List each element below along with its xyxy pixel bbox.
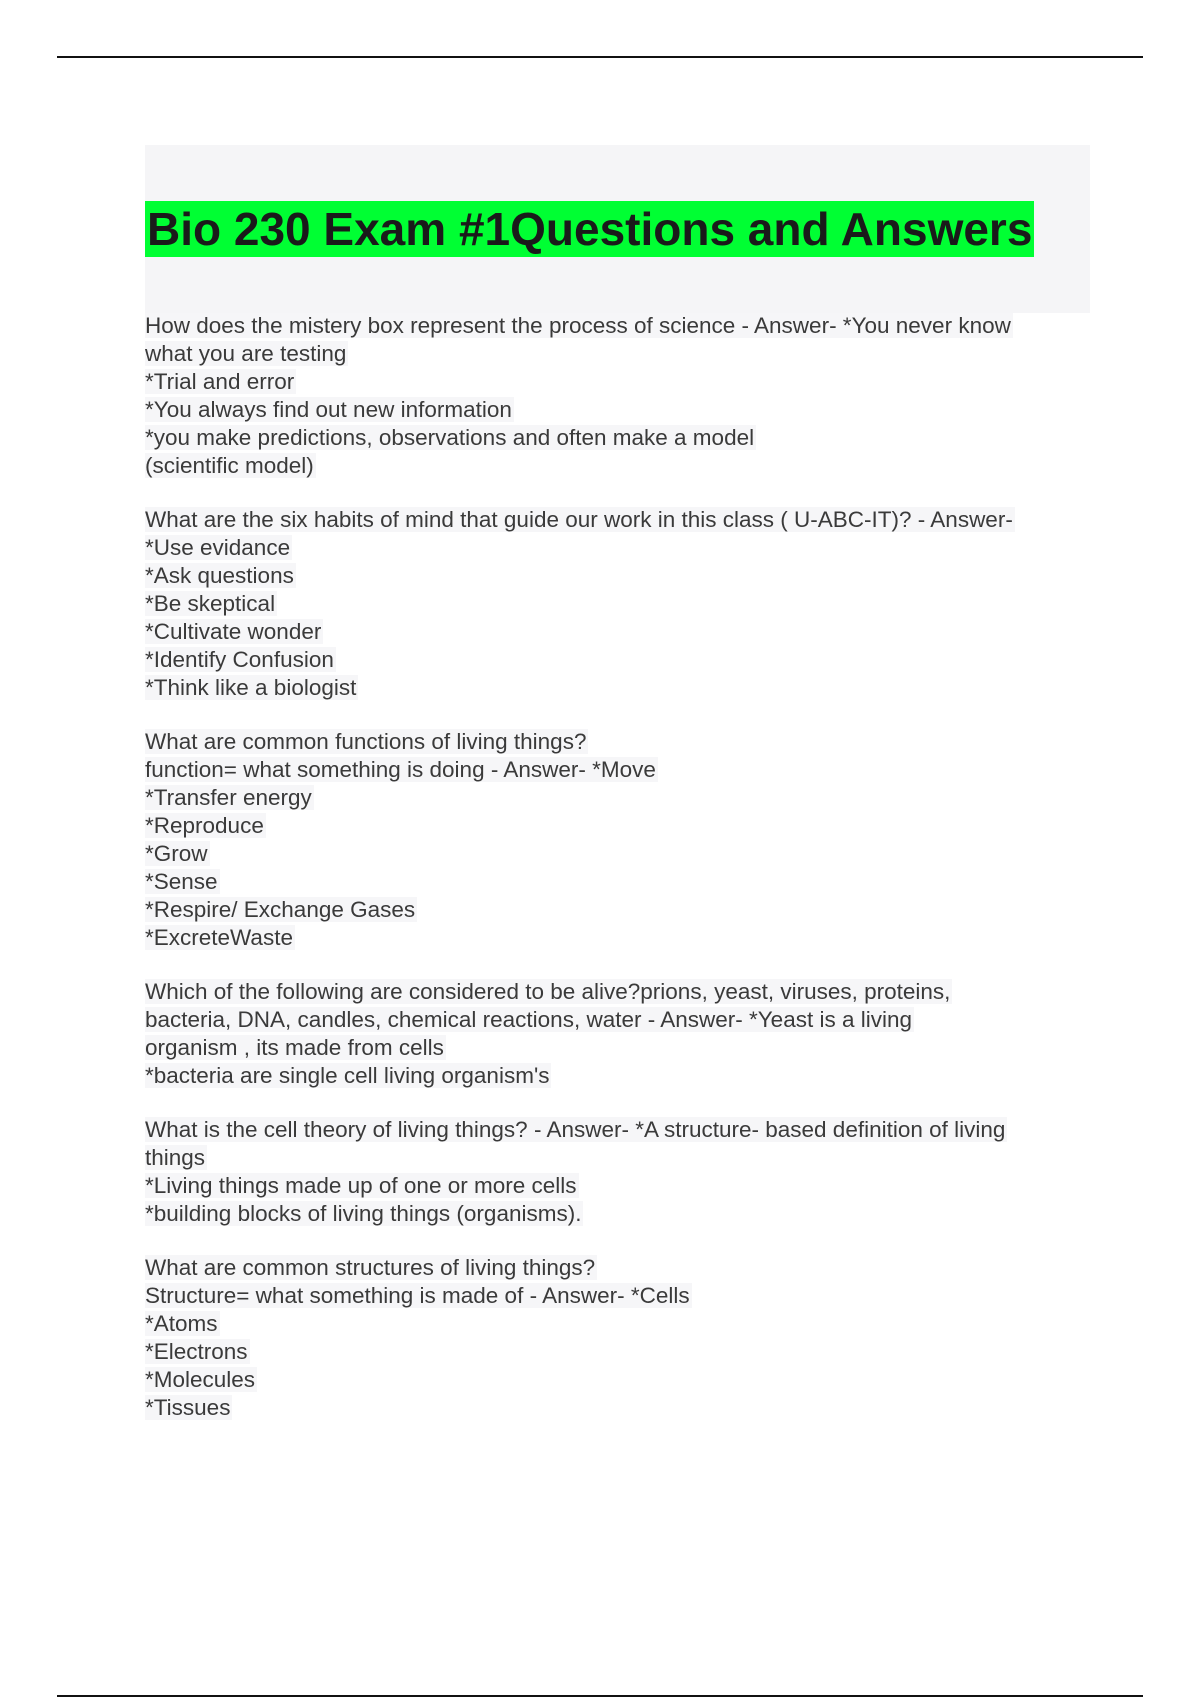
qa-line: (scientific model)	[145, 453, 314, 478]
qa-block-mystery-box	[145, 312, 1095, 480]
qa-line: things	[145, 1145, 206, 1170]
qa-line: *Respire/ Exchange Gases	[145, 897, 416, 922]
qa-line: *Cultivate wonder	[145, 619, 322, 644]
qa-line: *building blocks of living things (organisms).	[145, 1201, 582, 1226]
qa-line: *Tissues	[145, 1395, 231, 1420]
qa-line: *Molecules	[145, 1367, 256, 1392]
document-title: Bio 230 Exam #1Questions and Answers	[147, 203, 1033, 255]
qa-line: What are the six habits of mind that guide our work in this class ( U-ABC-IT)? - Answer-	[145, 507, 1013, 532]
qa-line: What are common functions of living things?	[145, 729, 587, 754]
qa-line: *bacteria are single cell living organism's	[145, 1063, 550, 1088]
qa-line: bacteria, DNA, candles, chemical reactions, water - Answer- *Yeast is a living	[145, 1007, 912, 1032]
qa-content	[145, 312, 1095, 1448]
qa-line: *Reproduce	[145, 813, 264, 838]
qa-line: function= what something is doing - Answer- *Move	[145, 757, 656, 782]
qa-line: *Ask questions	[145, 563, 294, 588]
qa-line: Which of the following are considered to be alive?prions, yeast, viruses, proteins,	[145, 979, 951, 1004]
qa-line: *Use evidance	[145, 535, 291, 560]
qa-line: *Think like a biologist	[145, 675, 357, 700]
qa-line: *ExcreteWaste	[145, 925, 293, 950]
qa-block-cell-theory	[145, 1116, 1095, 1228]
qa-line: organism , its made from cells	[145, 1035, 444, 1060]
qa-line: What is the cell theory of living things? - Answer- *A structure- based definition of living	[145, 1117, 1006, 1142]
qa-line: *Electrons	[145, 1339, 248, 1364]
qa-line: *Grow	[145, 841, 208, 866]
qa-block-functions	[145, 728, 1095, 952]
qa-line: *Identify Confusion	[145, 647, 334, 672]
qa-line: *Transfer energy	[145, 785, 312, 810]
qa-line: *Sense	[145, 869, 218, 894]
qa-line: How does the mistery box represent the process of science - Answer- *You never know	[145, 313, 1011, 338]
top-rule	[57, 56, 1143, 58]
qa-block-structures	[145, 1254, 1095, 1422]
qa-line: *Atoms	[145, 1311, 218, 1336]
qa-line: what you are testing	[145, 341, 347, 366]
qa-block-alive	[145, 978, 1095, 1090]
qa-line: Structure= what something is made of - Answer- *Cells	[145, 1283, 690, 1308]
qa-block-habits-of-mind	[145, 506, 1095, 702]
qa-line: *you make predictions, observations and often make a model	[145, 425, 755, 450]
qa-line: What are common structures of living things?	[145, 1255, 596, 1280]
qa-line: *Living things made up of one or more cells	[145, 1173, 577, 1198]
qa-line: *Trial and error	[145, 369, 295, 394]
qa-line: *Be skeptical	[145, 591, 276, 616]
qa-line: *You always find out new information	[145, 397, 512, 422]
bottom-rule	[57, 1695, 1143, 1697]
